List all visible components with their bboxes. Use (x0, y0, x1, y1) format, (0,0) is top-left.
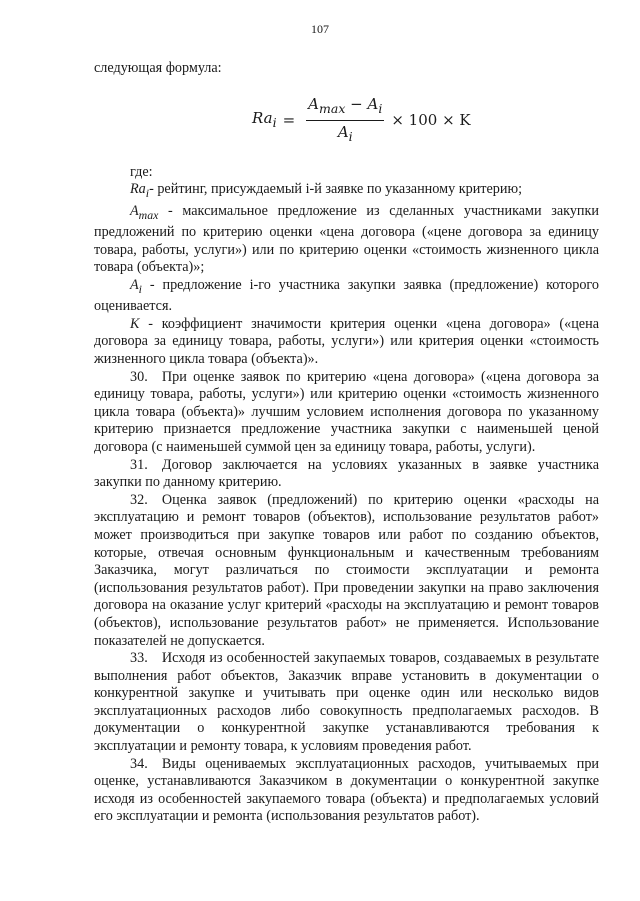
formula-expression (252, 92, 471, 150)
where-label: где: (130, 163, 153, 180)
formula-numerator: $A_{max} - A_i$ (306, 96, 384, 122)
formula-equals: = (282, 110, 296, 129)
paragraph-30: 30. При оценке заявок по критерию «цена договора» («цена договора за единицу товара, работы, услуги») или критерию оценки «стоимость жизненного цикла товара (объекта)» лучшим условием исполнения договора по указанному критерию признается предложение участника закупки с наименьшей ценой договора (с наименьшей суммой цен за единицу товара, работы, услуги). (94, 368, 599, 455)
formula-lhs: $Ra_i$ (252, 108, 277, 130)
paragraph-34: 34. Виды оцениваемых эксплуатационных расходов, учитываемых при оценке, устанавливаются Заказчиком в документации о конкурентной закупке исходя из особенностей закупаемого товара (объекта) и предполагаемых условий его эксплуатации и ремонта (использования результатов работ). (94, 755, 599, 825)
rating-formula (94, 92, 599, 150)
definition-k: К - коэффициент значимости критерия оценки «цена договора» («цена договора за единицу товара, работы, услуги») или критерия оценки «стоимость жизненного цикла товара (объекта)». (94, 315, 599, 368)
paragraph-33: 33. Исходя из особенностей закупаемых товаров, создаваемых в результате выполнения работ объектов, Заказчик вправе установить в документации о конкурентной закупке и учитывать при оценке один или несколько видов эксплуатационных расходов либо совокупность предполагаемых расходов. В документации о конкурентной закупке устанавливаются требования к эксплуатации и ремонту товара, к условиям проведения работ. (94, 650, 599, 755)
definition-amax: $A_{max}$ - максимальное предложение из сделанных участниками закупки предложений по критерию оценки «цена договора («цене договора за единицу товара, работы, услуги») или по критерию оценки «стоимость жизненного цикла товара (объекта)»; (94, 202, 599, 276)
paragraph-31: 31. Договор заключается на условиях указанных в заявке участника закупки по данному критерию. (94, 456, 599, 491)
intro-text: следующая формула: (94, 60, 222, 76)
paragraph-32: 32. Оценка заявок (предложений) по критерию оценки «расходы на эксплуатацию и ремонт товаров (объектов), использование результатов работ» может производиться при закупке товаров или работ по созданию объектов, которые, отвечая основным функциональным и качественным требованиям Заказчика, могут различаться по стоимости эксплуатации и ремонта (использования результатов работ). При проведении закупки на право заключения договора на оказание услуг критерий «расходы на эксплуатацию и ремонт товаров (объектов), использование результатов работ» не применяется. Использование показателей не допускается. (94, 491, 599, 649)
document-body (94, 60, 599, 826)
formula-fraction (306, 96, 384, 146)
formula-denominator: $A_i$ (337, 123, 353, 145)
definition-ra: $Ra_i-$ рейтинг, присуждаемый i-й заявке по указанному критерию; (130, 181, 523, 201)
formula-tail: × 100 × K (391, 110, 471, 129)
page-number: 107 (311, 22, 329, 36)
definition-ai: $A_i$ - предложение i-го участника закупки заявка (предложение) которого оценивается. (94, 276, 599, 315)
